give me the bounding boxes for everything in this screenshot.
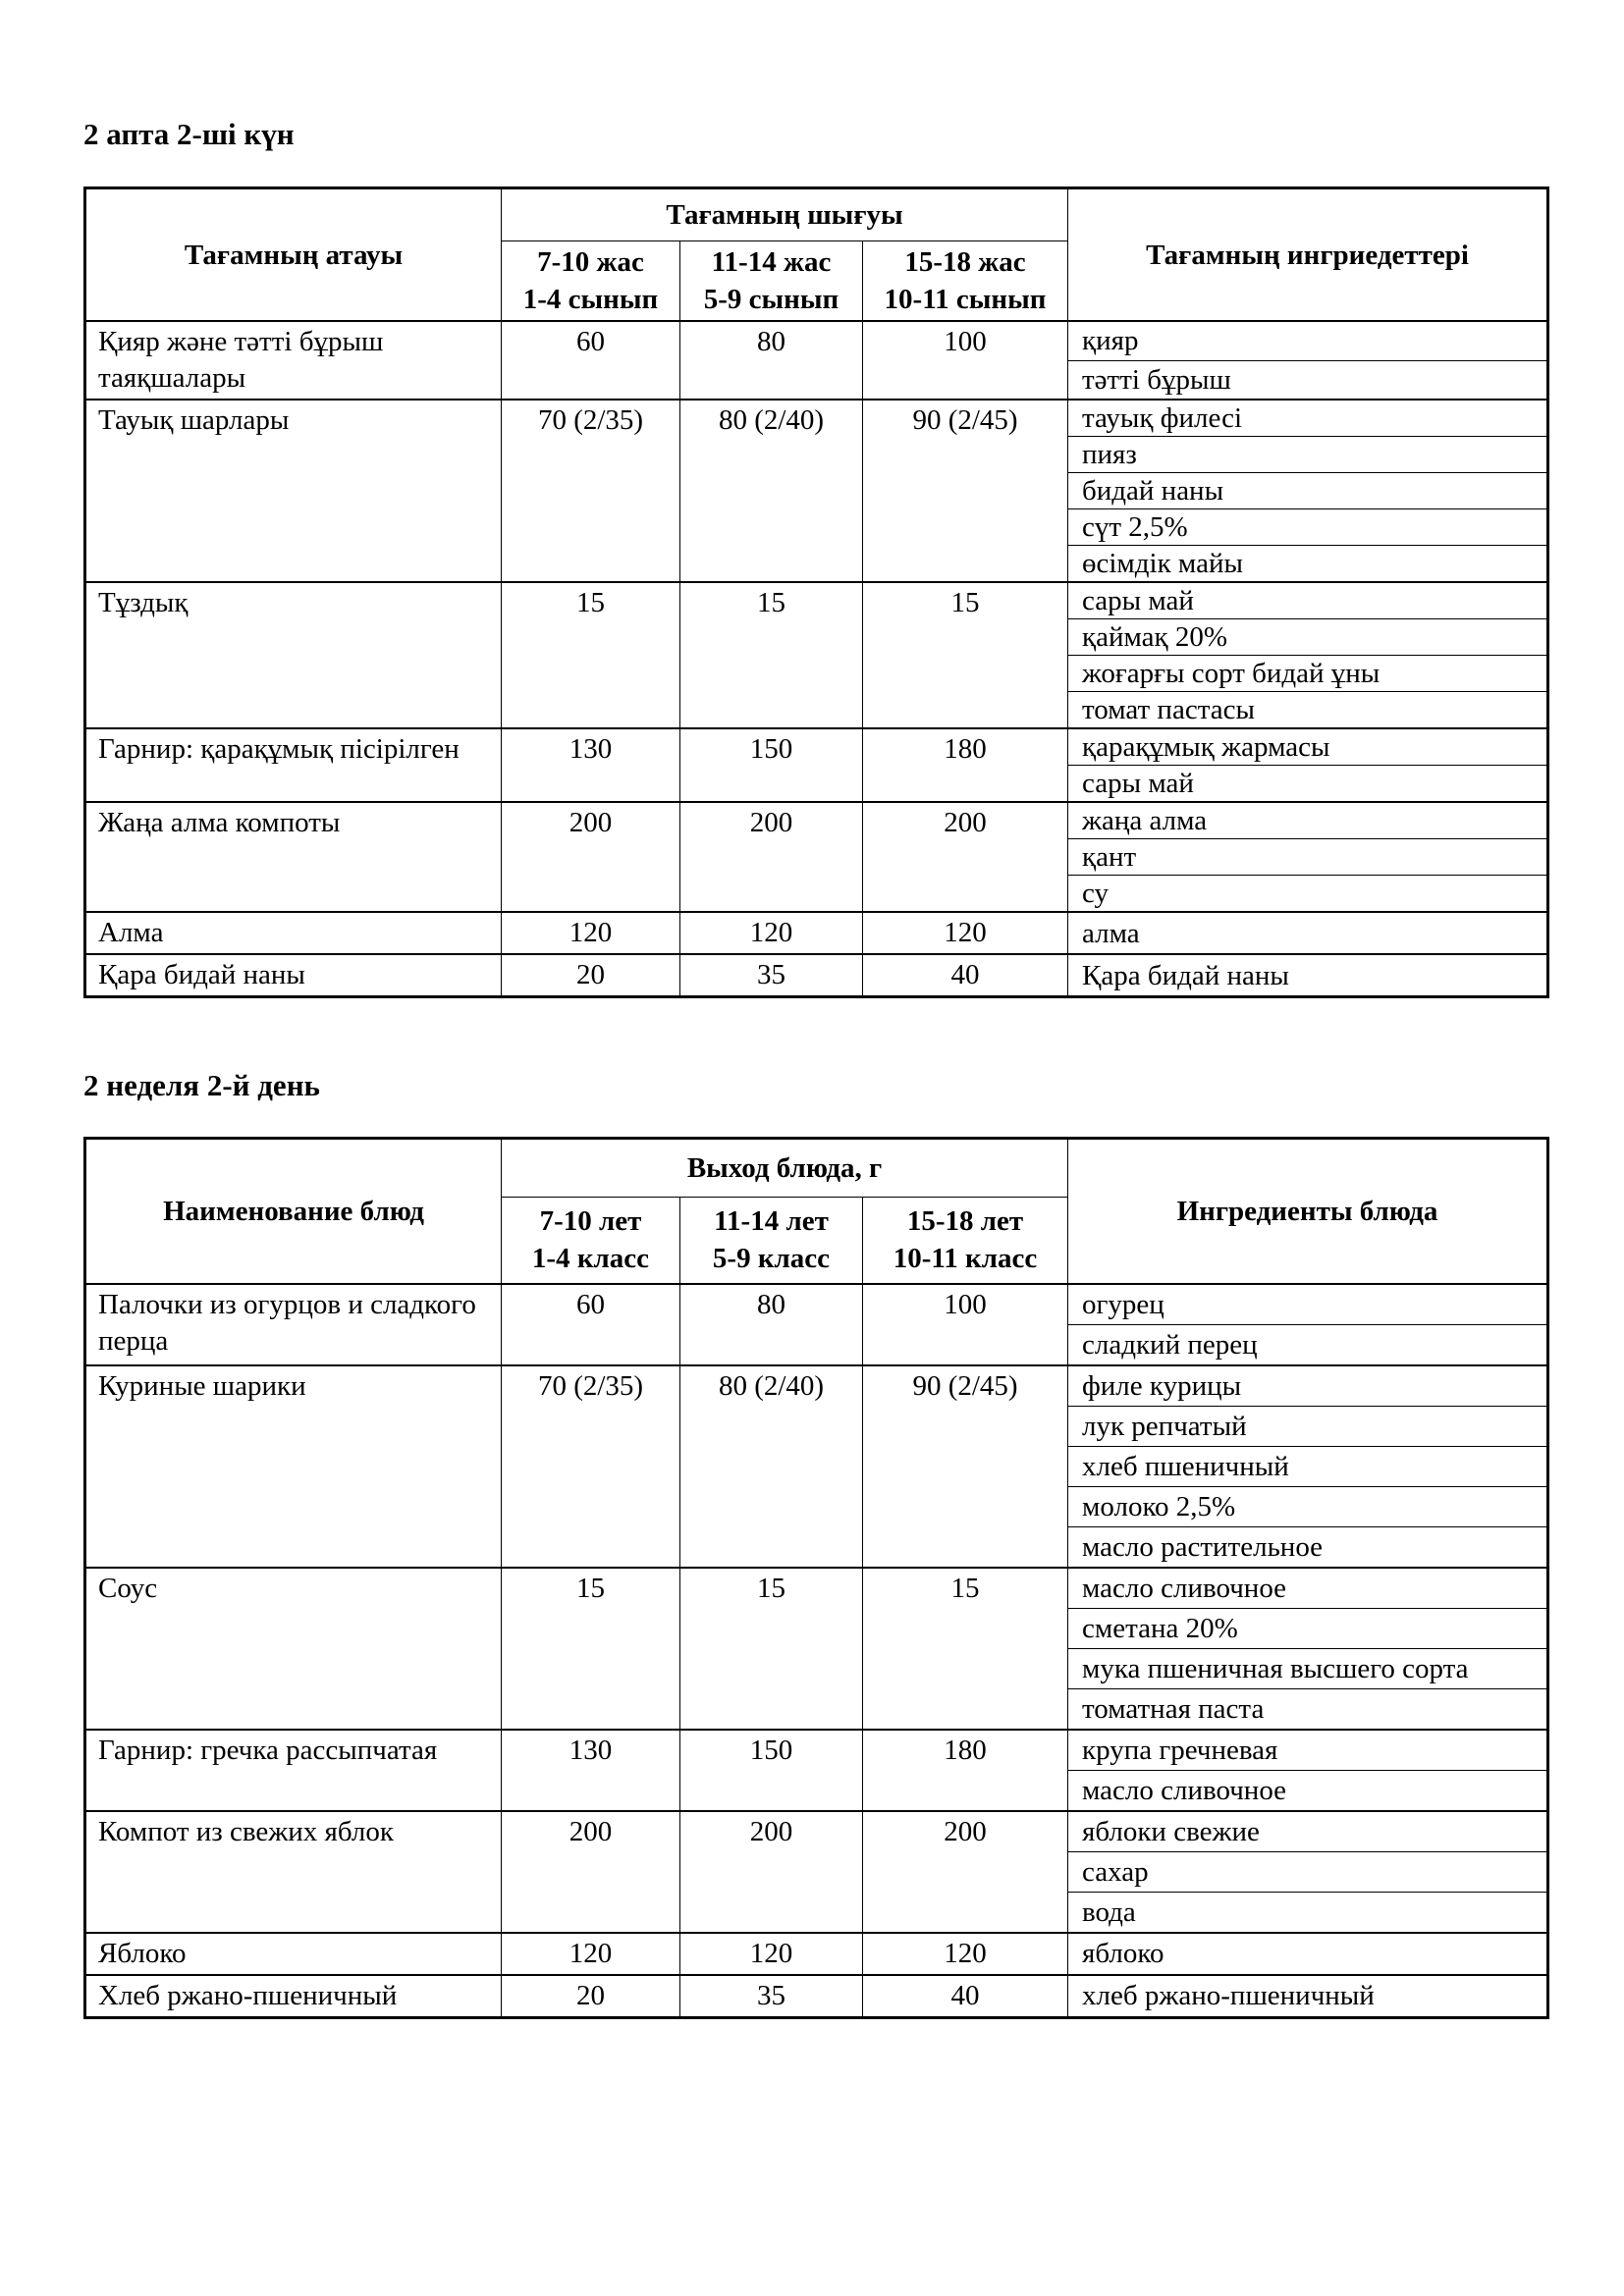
portion-value-cell: 200 xyxy=(863,1811,1068,1933)
section-kazakh-menu xyxy=(83,116,1546,998)
dish-name-cell: Алма xyxy=(85,912,502,954)
portion-value-cell: 35 xyxy=(680,1975,863,2018)
column-header-ingredients: Ингредиенты блюда xyxy=(1068,1139,1548,1284)
ingredient-cell: масло растительное xyxy=(1068,1526,1548,1568)
column-header-ingredients: Тағамның ингриедеттері xyxy=(1068,188,1548,322)
portion-value-cell: 80 xyxy=(680,321,863,400)
dish-row xyxy=(85,912,1548,954)
column-header-output: Выход блюда, г xyxy=(502,1139,1068,1198)
dish-row xyxy=(85,582,1548,619)
age-group-line: 11-14 жас xyxy=(711,246,832,278)
section-russian-menu xyxy=(83,1067,1546,2019)
ingredient-cell: қияр xyxy=(1068,321,1548,360)
column-header-age-group-3 xyxy=(863,1198,1068,1284)
dish-row xyxy=(85,400,1548,437)
portion-value-cell: 15 xyxy=(863,1568,1068,1730)
portion-value-cell: 200 xyxy=(502,802,680,912)
ingredient-cell: қарақұмық жармасы xyxy=(1068,728,1548,766)
portion-value-cell: 15 xyxy=(502,582,680,728)
portion-value-cell: 120 xyxy=(680,912,863,954)
menu-table-russian xyxy=(83,1137,1549,2019)
portion-value-cell: 15 xyxy=(502,1568,680,1730)
section-heading-russian: 2 неделя 2-й день xyxy=(83,1068,320,1102)
portion-value-cell: 200 xyxy=(863,802,1068,912)
column-header-age-group-2 xyxy=(680,241,863,322)
ingredient-cell: пияз xyxy=(1068,437,1548,473)
dish-row xyxy=(85,802,1548,839)
portion-value-cell: 180 xyxy=(863,728,1068,802)
portion-value-cell: 35 xyxy=(680,954,863,997)
portion-value-cell: 20 xyxy=(502,954,680,997)
age-group-line: 7-10 жас xyxy=(537,246,644,278)
ingredient-cell: хлеб пшеничный xyxy=(1068,1446,1548,1486)
ingredient-cell: су xyxy=(1068,876,1548,913)
ingredient-cell: филе курицы xyxy=(1068,1365,1548,1407)
dish-name-cell: Палочки из огурцов и сладкого перца xyxy=(85,1284,502,1365)
portion-value-cell: 100 xyxy=(863,321,1068,400)
dish-name-cell: Гарнир: гречка рассыпчатая xyxy=(85,1730,502,1811)
ingredient-cell: томатная паста xyxy=(1068,1688,1548,1730)
ingredient-cell: бидай наны xyxy=(1068,473,1548,509)
ingredient-cell: масло сливочное xyxy=(1068,1568,1548,1609)
ingredient-cell: томат пастасы xyxy=(1068,692,1548,729)
portion-value-cell: 100 xyxy=(863,1284,1068,1365)
ingredient-cell: алма xyxy=(1068,912,1548,954)
column-header-dish-name: Наименование блюд xyxy=(85,1139,502,1284)
column-header-dish-name: Тағамның атауы xyxy=(85,188,502,322)
portion-value-cell: 15 xyxy=(680,582,863,728)
age-group-line: 15-18 жас xyxy=(904,246,1026,278)
table-body xyxy=(85,321,1548,997)
portion-value-cell: 20 xyxy=(502,1975,680,2018)
table-body xyxy=(85,1284,1548,2018)
dish-row xyxy=(85,1568,1548,1609)
dish-name-cell: Гарнир: қарақұмық пісірілген xyxy=(85,728,502,802)
dish-name-cell: Қияр және тәтті бұрыш таяқшалары xyxy=(85,321,502,400)
portion-value-cell: 40 xyxy=(863,1975,1068,2018)
dish-name-cell: Тұздық xyxy=(85,582,502,728)
dish-name-cell: Тауық шарлары xyxy=(85,400,502,582)
age-group-line: 5-9 класс xyxy=(712,1243,831,1275)
dish-row xyxy=(85,1284,1548,1325)
column-header-age-group-3 xyxy=(863,241,1068,322)
portion-value-cell: 90 (2/45) xyxy=(863,1365,1068,1568)
menu-table-kazakh xyxy=(83,187,1549,998)
dish-name-cell: Компот из свежих яблок xyxy=(85,1811,502,1933)
dish-row xyxy=(85,954,1548,997)
portion-value-cell: 150 xyxy=(680,728,863,802)
ingredient-cell: сары май xyxy=(1068,766,1548,803)
portion-value-cell: 80 (2/40) xyxy=(680,1365,863,1568)
age-group-line: 10-11 сынып xyxy=(884,284,1047,315)
ingredient-cell: лук репчатый xyxy=(1068,1406,1548,1446)
section-heading-kazakh: 2 апта 2-ші күн xyxy=(83,117,295,151)
portion-value-cell: 15 xyxy=(863,582,1068,728)
dish-row xyxy=(85,1811,1548,1852)
ingredient-cell: яблоки свежие xyxy=(1068,1811,1548,1852)
ingredient-cell: сметана 20% xyxy=(1068,1608,1548,1648)
portion-value-cell: 80 (2/40) xyxy=(680,400,863,582)
portion-value-cell: 60 xyxy=(502,1284,680,1365)
portion-value-cell: 60 xyxy=(502,321,680,400)
ingredient-cell: хлеб ржано-пшеничный xyxy=(1068,1975,1548,2018)
age-group-line: 15-18 лет xyxy=(906,1205,1024,1238)
ingredient-cell: молоко 2,5% xyxy=(1068,1486,1548,1526)
column-header-age-group-2 xyxy=(680,1198,863,1284)
dish-row xyxy=(85,321,1548,360)
portion-value-cell: 150 xyxy=(680,1730,863,1811)
column-header-age-group-1 xyxy=(502,1198,680,1284)
portion-value-cell: 120 xyxy=(502,912,680,954)
dish-name-cell: Қара бидай наны xyxy=(85,954,502,997)
portion-value-cell: 80 xyxy=(680,1284,863,1365)
ingredient-cell: огурец xyxy=(1068,1284,1548,1325)
portion-value-cell: 70 (2/35) xyxy=(502,400,680,582)
ingredient-cell: сладкий перец xyxy=(1068,1324,1548,1365)
dish-row xyxy=(85,728,1548,766)
dish-row xyxy=(85,1730,1548,1771)
ingredient-cell: қант xyxy=(1068,839,1548,876)
ingredient-cell: вода xyxy=(1068,1892,1548,1933)
dish-name-cell: Соус xyxy=(85,1568,502,1730)
age-group-line: 1-4 сынып xyxy=(522,284,659,315)
portion-value-cell: 200 xyxy=(680,1811,863,1933)
age-group-line: 5-9 сынып xyxy=(703,284,839,315)
portion-value-cell: 90 (2/45) xyxy=(863,400,1068,582)
ingredient-cell: мука пшеничная высшего сорта xyxy=(1068,1648,1548,1688)
ingredient-cell: қаймақ 20% xyxy=(1068,619,1548,656)
dish-name-cell: Жаңа алма компоты xyxy=(85,802,502,912)
portion-value-cell: 200 xyxy=(502,1811,680,1933)
dish-name-cell: Куриные шарики xyxy=(85,1365,502,1568)
portion-value-cell: 120 xyxy=(502,1933,680,1975)
portion-value-cell: 15 xyxy=(680,1568,863,1730)
portion-value-cell: 120 xyxy=(680,1933,863,1975)
dish-row xyxy=(85,1975,1548,2018)
ingredient-cell: яблоко xyxy=(1068,1933,1548,1975)
table-header xyxy=(85,188,1548,322)
ingredient-cell: тәтті бұрыш xyxy=(1068,360,1548,400)
age-group-line: 1-4 класс xyxy=(531,1243,650,1275)
dish-name-cell: Яблоко xyxy=(85,1933,502,1975)
portion-value-cell: 40 xyxy=(863,954,1068,997)
ingredient-cell: сары май xyxy=(1068,582,1548,619)
ingredient-cell: крупа гречневая xyxy=(1068,1730,1548,1771)
dish-name-cell: Хлеб ржано-пшеничный xyxy=(85,1975,502,2018)
ingredient-cell: тауық филесі xyxy=(1068,400,1548,437)
ingredient-cell: өсімдік майы xyxy=(1068,546,1548,583)
ingredient-cell: масло сливочное xyxy=(1068,1770,1548,1811)
dish-row xyxy=(85,1365,1548,1407)
portion-value-cell: 120 xyxy=(863,1933,1068,1975)
ingredient-cell: Қара бидай наны xyxy=(1068,954,1548,997)
portion-value-cell: 120 xyxy=(863,912,1068,954)
portion-value-cell: 180 xyxy=(863,1730,1068,1811)
portion-value-cell: 200 xyxy=(680,802,863,912)
ingredient-cell: жоғарғы сорт бидай ұны xyxy=(1068,656,1548,692)
portion-value-cell: 130 xyxy=(502,728,680,802)
portion-value-cell: 130 xyxy=(502,1730,680,1811)
ingredient-cell: сүт 2,5% xyxy=(1068,509,1548,546)
age-group-line: 10-11 класс xyxy=(893,1243,1038,1275)
column-header-output: Тағамның шығуы xyxy=(502,188,1068,241)
ingredient-cell: жаңа алма xyxy=(1068,802,1548,839)
column-header-age-group-1 xyxy=(502,241,680,322)
ingredient-cell: сахар xyxy=(1068,1851,1548,1892)
age-group-line: 7-10 лет xyxy=(539,1205,642,1238)
age-group-line: 11-14 лет xyxy=(714,1205,829,1238)
table-header xyxy=(85,1139,1548,1284)
portion-value-cell: 70 (2/35) xyxy=(502,1365,680,1568)
dish-row xyxy=(85,1933,1548,1975)
